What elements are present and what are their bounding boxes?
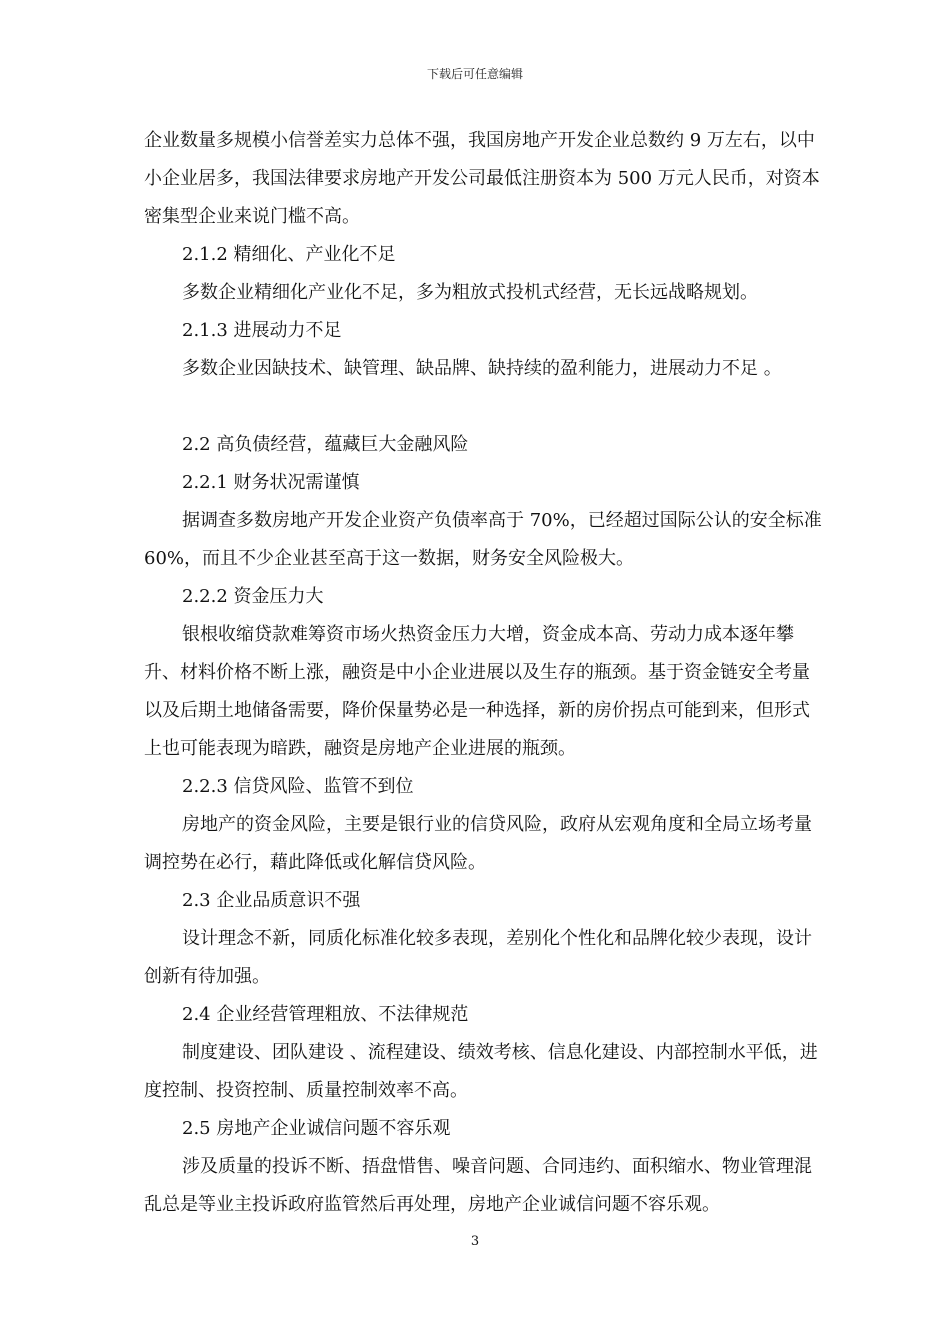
paragraph-2-4: 制度建设、团队建设 、流程建设、绩效考核、信息化建设、内部控制水平低，进度控制、投资控制、质量控制效率不高。 [144,1042,818,1101]
heading-2-3: 2.3 企业品质意识不强 [182,890,361,911]
heading-2-5: 2.5 房地产企业诚信问题不容乐观 [182,1118,451,1139]
paragraph-2-1-3: 多数企业因缺技术、缺管理、缺品牌、缺持续的盈利能力，进展动力不足 。 [182,358,782,379]
paragraph-intro: 企业数量多规模小信誉差实力总体不强，我国房地产开发企业总数约 9 万左右，以中小企业居多，我国法律要求房地产开发公司最低注册资本为 500 万元人民币，对资本密集型企业来说门槛不高。 [144,130,820,227]
heading-2-2-3: 2.2.3 信贷风险、监管不到位 [182,776,414,797]
document-body [144,122,824,1224]
heading-2-1-3: 2.1.3 进展动力不足 [182,320,342,341]
heading-2-2-2: 2.2.2 资金压力大 [182,586,324,607]
page-header: 下载后可任意编辑 [426,67,523,81]
heading-2-4: 2.4 企业经营管理粗放、不法律规范 [182,1004,469,1025]
section-spacer [144,388,824,426]
paragraph-2-2-3: 房地产的资金风险，主要是银行业的信贷风险，政府从宏观角度和全局立场考量调控势在必行，藉此降低或化解信贷风险。 [144,814,812,873]
paragraph-2-2-1: 据调查多数房地产开发企业资产负债率高于 70%，已经超过国际公认的安全标准 60%，而且不少企业甚至高于这一数据，财务安全风险极大。 [144,510,822,569]
paragraph-2-3: 设计理念不新，同质化标准化较多表现，差别化个性化和品牌化较少表现，设计创新有待加强。 [144,928,812,987]
heading-2-1-2: 2.1.2 精细化、产业化不足 [182,244,396,265]
paragraph-2-1-2: 多数企业精细化产业化不足，多为粗放式投机式经营，无长远战略规划。 [182,282,758,303]
paragraph-2-5: 涉及质量的投诉不断、捂盘惜售、噪音问题、合同违约、面积缩水、物业管理混乱总是等业主投诉政府监管然后再处理，房地产企业诚信问题不容乐观。 [144,1156,812,1215]
page-number: 3 [470,1234,480,1249]
heading-2-2: 2.2 高负债经营，蕴藏巨大金融风险 [182,434,469,455]
paragraph-2-2-2: 银根收缩贷款难筹资市场火热资金压力大增，资金成本高、劳动力成本逐年攀升、材料价格不断上涨，融资是中小企业进展以及生存的瓶颈。基于资金链安全考量以及后期土地储备需要，降价保量势必是一种选择，新的房价拐点可能到来，但形式上也可能表现为暗跌，融资是房地产企业进展的瓶颈。 [144,624,810,759]
heading-2-2-1: 2.2.1 财务状况需谨慎 [182,472,360,493]
